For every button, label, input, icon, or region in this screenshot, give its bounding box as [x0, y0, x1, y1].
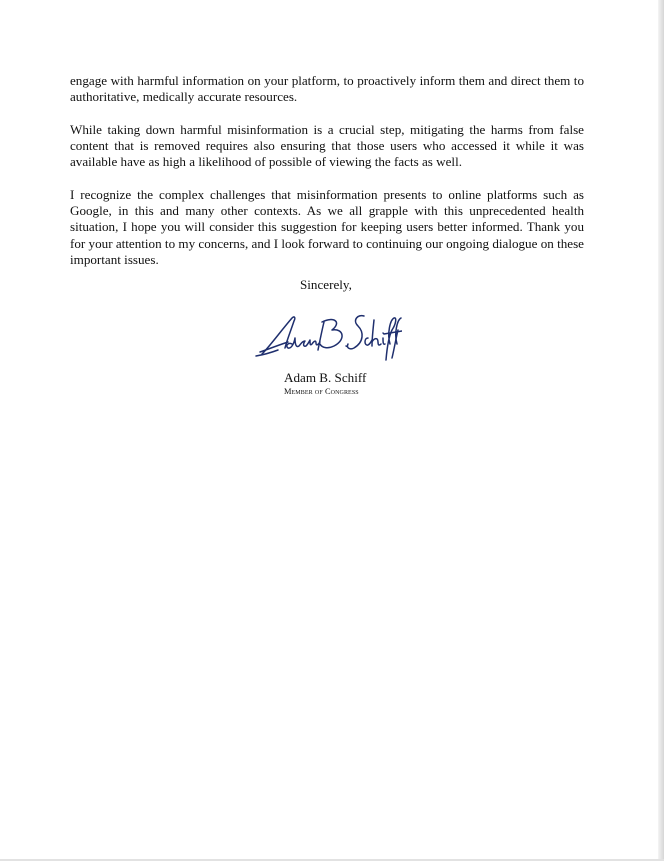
- letter-body: [70, 73, 584, 285]
- handwritten-signature: [252, 308, 402, 364]
- page-edge-shadow: [658, 0, 664, 861]
- paragraph-3: I recognize the complex challenges that misinformation presents to online platforms such as Google, in this and many other contexts. As we all grapple with this unprecedented health situation, I hope you will consider this suggestion for keeping users better informed. Thank you for your attention to my concerns, and I look forward to continuing our ongoing dialogue on these important issues.: [70, 186, 584, 268]
- signer-title: Member of Congress: [284, 387, 359, 396]
- signer-name: Adam B. Schiff: [284, 370, 367, 385]
- paragraph-2: While taking down harmful misinformation is a crucial step, mitigating the harms from false content that is removed requires also ensuring that those users who accessed it while it was available have as high a likelihood of possible of viewing the facts as well.: [70, 121, 584, 170]
- closing-salutation: Sincerely,: [300, 277, 352, 292]
- paragraph-1: engage with harmful information on your platform, to proactively inform them and direct them to authoritative, medically accurate resources.: [70, 73, 584, 105]
